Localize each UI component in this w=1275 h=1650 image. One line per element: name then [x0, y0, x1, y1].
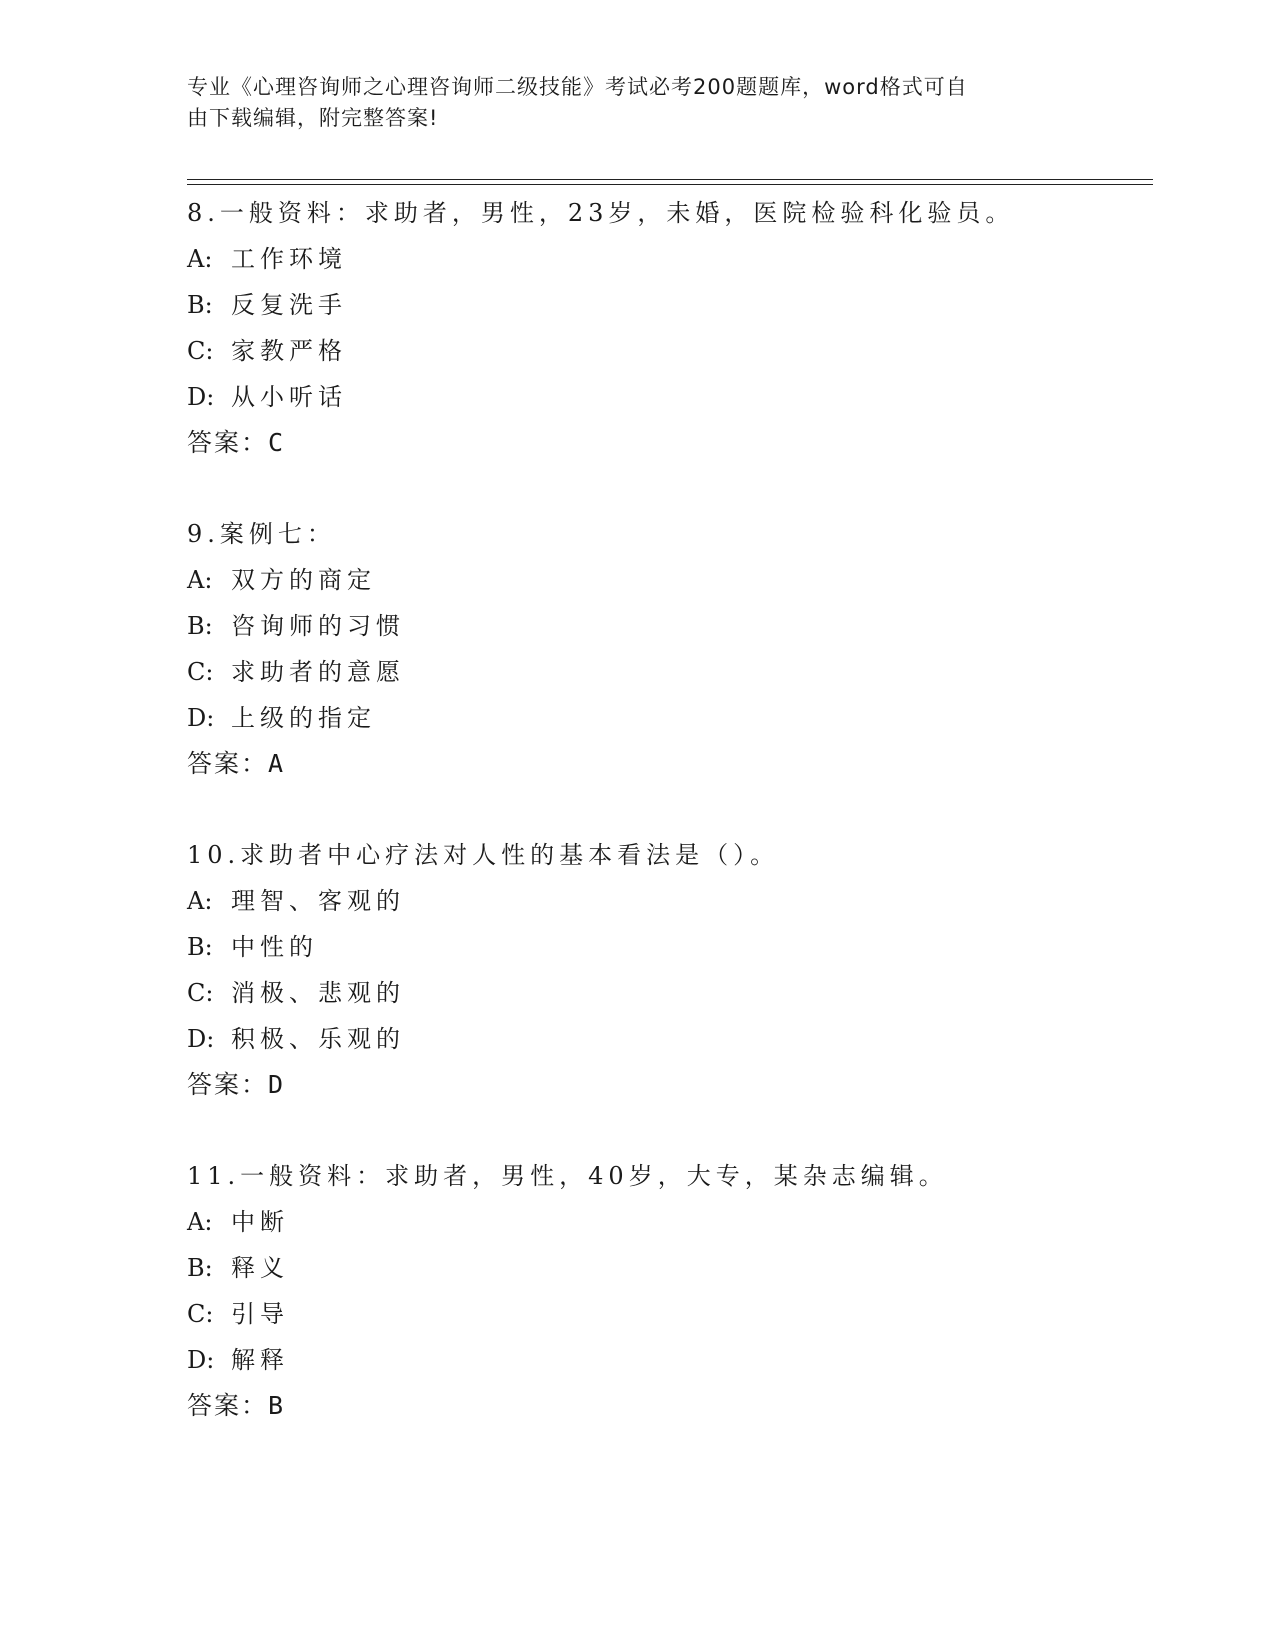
question-stem: 9.案例七： [187, 520, 336, 548]
answer-label: 答案： [187, 1391, 269, 1420]
option-text: 理智、客观的 [231, 887, 405, 915]
option-a [187, 557, 1153, 603]
answer-line [187, 420, 1153, 466]
option-a [187, 1199, 1153, 1245]
question-stem: 10.求助者中心疗法对人性的基本看法是（）。 [187, 841, 780, 869]
answer-line [187, 1062, 1153, 1108]
option-text: 上级的指定 [231, 704, 376, 732]
option-a [187, 878, 1153, 924]
option-d [187, 695, 1153, 741]
option-b [187, 924, 1153, 970]
option-text: 中断 [231, 1208, 289, 1236]
option-letter: B: [187, 291, 213, 319]
option-letter: B: [187, 612, 213, 640]
header-line-1: 专业《心理咨询师之心理咨询师二级技能》考试必考200题题库，word格式可自 [187, 75, 968, 99]
option-b [187, 603, 1153, 649]
option-letter: B: [187, 1254, 213, 1282]
option-c [187, 328, 1153, 374]
option-letter: D: [187, 1346, 215, 1374]
answer-value: C [268, 428, 284, 457]
option-text: 双方的商定 [231, 566, 376, 594]
option-letter: A: [187, 245, 213, 273]
option-text: 消极、悲观的 [231, 979, 405, 1007]
option-letter: D: [187, 704, 215, 732]
option-letter: D: [187, 383, 215, 411]
option-c [187, 970, 1153, 1016]
document-header [187, 72, 1087, 134]
answer-value: A [268, 749, 284, 778]
header-divider-bottom [187, 184, 1153, 185]
option-text: 中性的 [231, 933, 318, 961]
option-text: 积极、乐观的 [231, 1025, 405, 1053]
question-stem: 11.一般资料：求助者，男性，40岁，大专，某杂志编辑。 [187, 1162, 948, 1190]
answer-line [187, 1383, 1153, 1429]
option-letter: D: [187, 1025, 215, 1053]
answer-label: 答案： [187, 1070, 269, 1099]
option-b [187, 1245, 1153, 1291]
question-10 [187, 832, 1153, 1108]
option-text: 求助者的意愿 [231, 658, 405, 686]
header-divider-top [187, 179, 1153, 180]
header-line-2: 由下载编辑，附完整答案! [187, 106, 439, 130]
option-letter: A: [187, 1208, 213, 1236]
option-text: 从小听话 [231, 383, 347, 411]
option-c [187, 649, 1153, 695]
option-a [187, 236, 1153, 282]
option-letter: C: [187, 658, 214, 686]
option-text: 解释 [231, 1346, 289, 1374]
option-letter: C: [187, 979, 214, 1007]
answer-label: 答案： [187, 428, 269, 457]
answer-line [187, 741, 1153, 787]
option-letter: C: [187, 1300, 214, 1328]
question-9 [187, 511, 1153, 787]
option-d [187, 1016, 1153, 1062]
option-text: 工作环境 [231, 245, 347, 273]
answer-label: 答案： [187, 749, 269, 778]
option-d [187, 374, 1153, 420]
option-text: 咨询师的习惯 [231, 612, 405, 640]
option-text: 反复洗手 [231, 291, 347, 319]
option-text: 引导 [231, 1300, 289, 1328]
option-b [187, 282, 1153, 328]
answer-value: D [268, 1070, 284, 1099]
option-letter: A: [187, 566, 213, 594]
option-c [187, 1291, 1153, 1337]
option-letter: B: [187, 933, 213, 961]
question-11 [187, 1153, 1153, 1429]
option-text: 家教严格 [231, 337, 347, 365]
option-text: 释义 [231, 1254, 289, 1282]
option-letter: C: [187, 337, 214, 365]
option-letter: A: [187, 887, 213, 915]
answer-value: B [268, 1391, 284, 1420]
option-d [187, 1337, 1153, 1383]
question-stem: 8.一般资料：求助者，男性，23岁，未婚，医院检验科化验员。 [187, 199, 1015, 227]
question-8 [187, 190, 1153, 466]
question-list [187, 190, 1153, 1474]
